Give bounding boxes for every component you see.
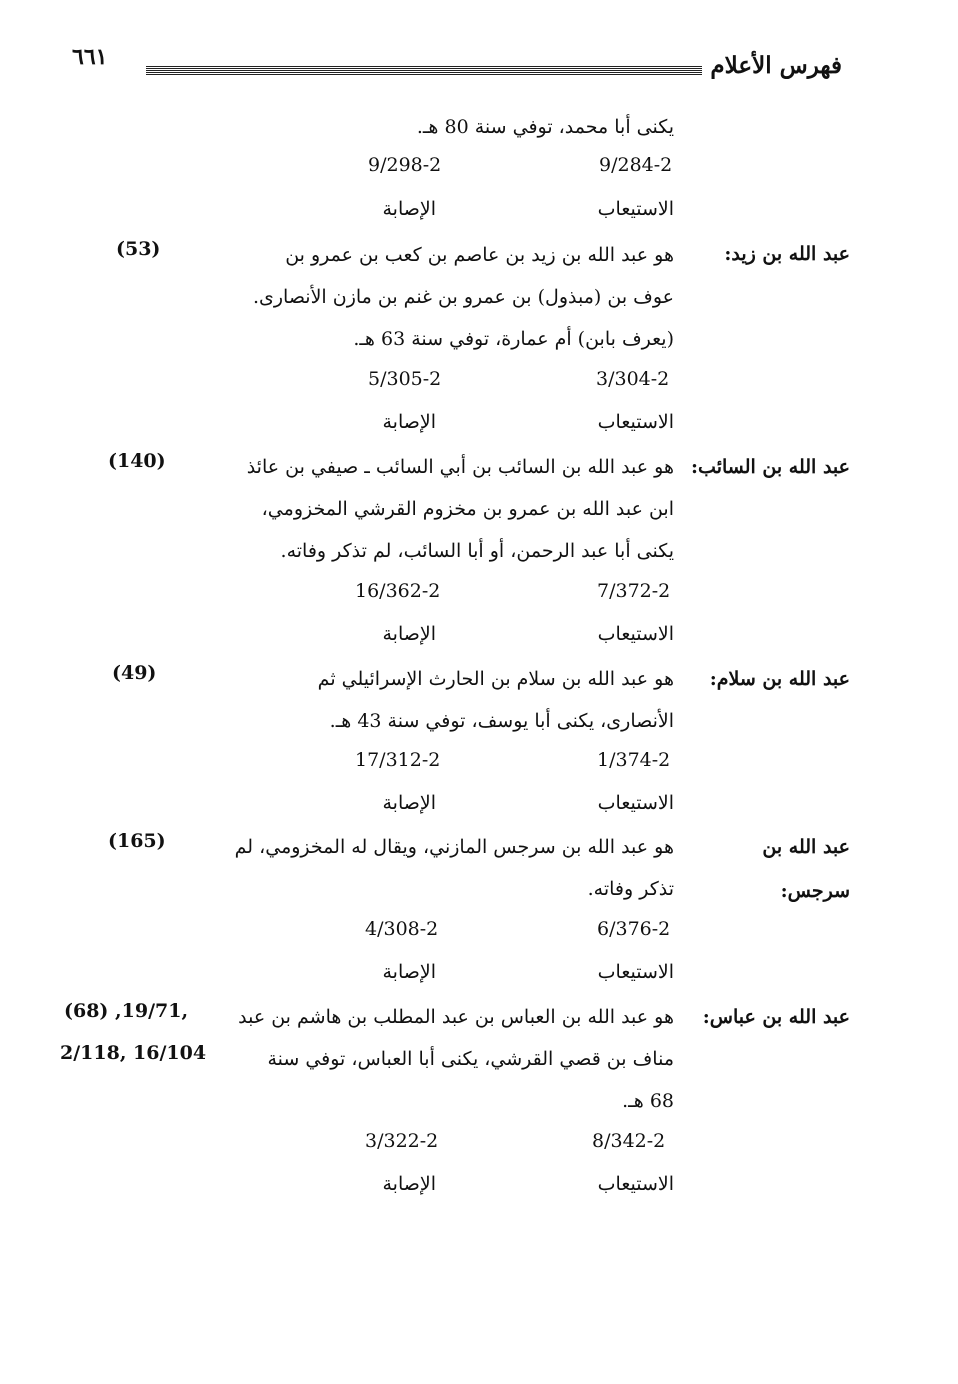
entry-reference: (165) — [108, 830, 166, 852]
entry-line: هو عبد الله بن العباس بن عبد المطلب بن هاشم بن عبد — [238, 1006, 674, 1028]
istiab-volume: 9/284-2 — [599, 154, 673, 176]
page-number: ٦٦١ — [72, 44, 108, 70]
isaba-label: الإصابة — [382, 198, 436, 220]
istiab-volume: 6/376-2 — [597, 918, 671, 940]
entry-line: مناف بن قصي القرشي، يكنى أبا العباس، توفي سنة — [267, 1048, 674, 1070]
entry-line: هو عبد الله بن سلام بن الحارث الإسرائيلي ثم — [317, 668, 674, 690]
istiab-label: الاستيعاب — [597, 1173, 674, 1195]
entry-line: الأنصارى، يكنى أبا يوسف، توفي سنة 43 هـ. — [329, 710, 674, 732]
isaba-volume: 4/308-2 — [365, 918, 439, 940]
entry-line: 68 هـ. — [622, 1090, 674, 1112]
entry-name-continued: سرجس: — [780, 880, 850, 902]
isaba-label: الإصابة — [382, 792, 436, 814]
isaba-volume: 17/312-2 — [355, 749, 441, 771]
entry-reference: (49) — [112, 662, 157, 684]
entry-line: هو عبد الله بن سرجس المازني، ويقال له المخزومي، لم — [234, 836, 674, 858]
istiab-label: الاستيعاب — [597, 961, 674, 983]
entry-line: هو عبد الله بن السائب بن أبي السائب ـ صيفي بن عائذ — [246, 456, 674, 478]
entry-line: عوف بن (مبذول) بن عمرو بن غنم بن مازن الأنصارى. — [252, 286, 674, 308]
entry-line: هو عبد الله بن زيد بن عاصم بن كعب بن عمرو بن — [285, 244, 674, 266]
istiab-label: الاستيعاب — [597, 623, 674, 645]
isaba-volume: 9/298-2 — [368, 154, 442, 176]
isaba-label: الإصابة — [382, 1173, 436, 1195]
isaba-volume: 5/305-2 — [368, 368, 442, 390]
istiab-label: الاستيعاب — [597, 792, 674, 814]
entry-line: ابن عبد الله بن عمرو بن مخزوم القرشي المخزومي، — [261, 498, 674, 520]
entry-reference: (53) — [116, 238, 161, 260]
header-rule — [146, 66, 702, 75]
entry-name: عبد الله بن عباس: — [702, 1006, 850, 1028]
istiab-label: الاستيعاب — [597, 411, 674, 433]
entry-name: عبد الله بن — [762, 836, 850, 858]
isaba-label: الإصابة — [382, 961, 436, 983]
entry-line: تذكر وفاته. — [587, 878, 674, 900]
isaba-volume: 16/362-2 — [355, 580, 441, 602]
intro-line: يكنى أبا محمد، توفي سنة 80 هـ. — [416, 116, 674, 138]
istiab-volume: 1/374-2 — [597, 749, 671, 771]
entry-reference: (68) ,19/71, — [64, 1000, 189, 1022]
istiab-volume: 7/372-2 — [597, 580, 671, 602]
index-title: فهرس الأعلام — [710, 52, 842, 79]
entry-line: (يعرف بابن) أم عمارة، توفي سنة 63 هـ. — [353, 328, 674, 350]
entry-line: يكنى أبا عبد الرحمن، أو أبا السائب، لم تذكر وفاته. — [280, 540, 674, 562]
istiab-volume: 3/304-2 — [596, 368, 670, 390]
istiab-label: الاستيعاب — [597, 198, 674, 220]
entry-name: عبد الله بن سلام: — [709, 668, 850, 690]
istiab-volume: 8/342-2 — [592, 1130, 666, 1152]
entry-name: عبد الله بن السائب: — [691, 456, 850, 478]
entry-reference-continued: 2/118, 16/104 — [60, 1042, 207, 1064]
entry-name: عبد الله بن زيد: — [724, 243, 850, 265]
entry-reference: (140) — [108, 450, 166, 472]
isaba-label: الإصابة — [382, 623, 436, 645]
isaba-label: الإصابة — [382, 411, 436, 433]
isaba-volume: 3/322-2 — [365, 1130, 439, 1152]
